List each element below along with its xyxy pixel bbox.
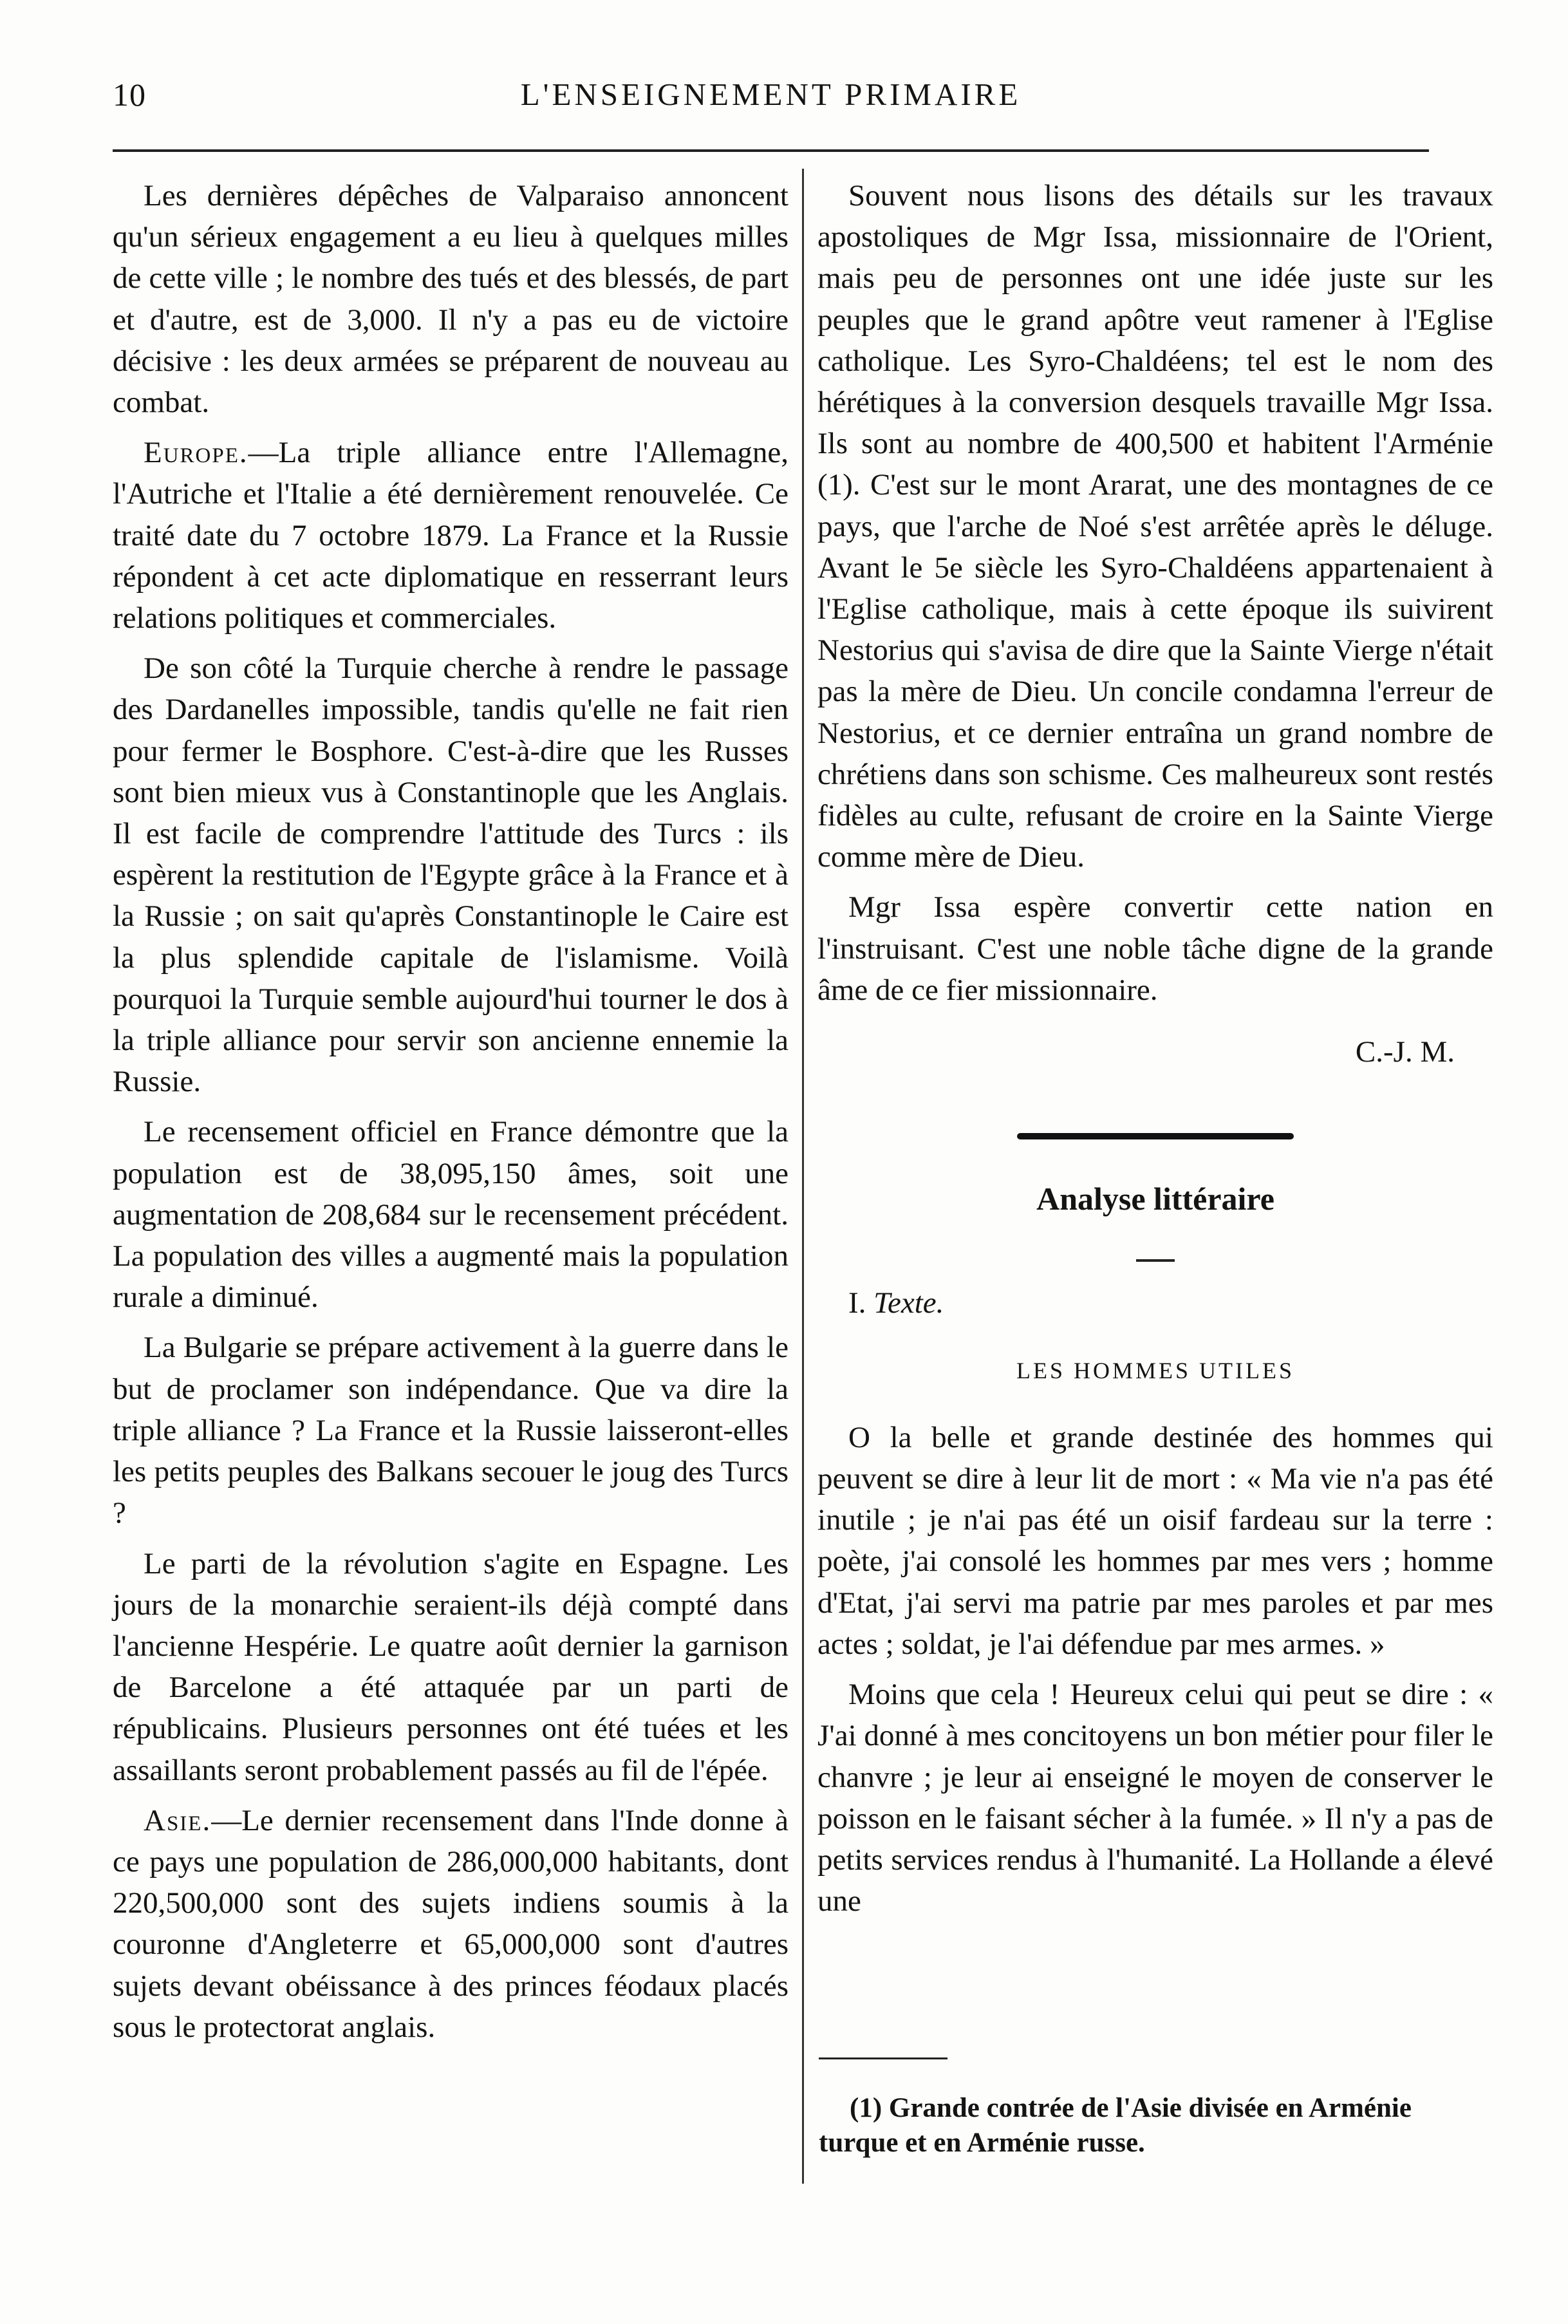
subheading-texte	[848, 1282, 1493, 1324]
header-rule	[113, 149, 1429, 152]
title-dash	[1136, 1259, 1175, 1262]
footnote-text: (1) Grande contrée de l'Asie divisée en Arménie turque et en Arménie russe.	[819, 2093, 1412, 2158]
section-lead-asie: Asie.	[144, 1803, 212, 1837]
page-header	[113, 70, 1429, 121]
paragraph-mgr-issa-conclusion: Mgr Issa espère convertir cette nation en l'instruisant. C'est une noble tâche digne de la grande âme de ce fier missionnaire.	[817, 890, 1493, 1007]
footnote-rule	[819, 2057, 947, 2059]
page-number: 10	[113, 77, 146, 113]
paragraph-europe-body: —La triple alliance entre l'Allemagne, l'Autriche et l'Italie a été dernièrement renouvelée. Ce traité date du 7 octobre 1879. La France et la Russie répondent à cet acte diplomatique en resserrant leurs relations politiques et commerciales.	[113, 436, 789, 635]
article-signature: C.-J. M.	[1355, 1035, 1455, 1069]
left-column	[113, 175, 789, 2048]
footnote	[819, 2091, 1495, 2160]
running-title: L'ENSEIGNEMENT PRIMAIRE	[520, 77, 1022, 112]
subheading-label: Texte.	[873, 1286, 944, 1320]
paragraph-destinee: O la belle et grande destinée des hommes qui peuvent se dire à leur lit de mort : « Ma vie n'a pas été inutile ; je n'ai pas été un oisif fardeau sur la terre : poète, j'ai consolé les hommes par mes vers ; homme d'Etat, j'ai servi ma patrie par mes paroles et par mes actes ; soldat, je l'ai défendue par mes armes. »	[817, 1420, 1493, 1661]
paragraph-asie	[113, 1800, 789, 2048]
paragraph-bulgarie: La Bulgarie se prépare activement à la guerre dans le but de proclamer son indépendance. Que va dire la triple alliance ? La France et la Russie laisseront-elles les petits peuples des Balkans secouer le joug des Turcs ?	[113, 1331, 789, 1530]
subheading-number: I.	[848, 1286, 866, 1320]
paragraph-mgr-issa: Souvent nous lisons des détails sur les travaux apostoliques de Mgr Issa, missionnaire de l'Orient, mais peu de personnes ont une idée juste sur les peuples que le grand apôtre veut ramener à l'Eglise catholique. Les Syro-Chaldéens; tel est le nom des hérétiques à la conversion desquels travaille Mgr Issa. Ils sont au nombre de 400,500 et habitent l'Arménie (1). C'est sur le mont Ararat, une des montagnes de ce pays, que l'arche de Noé s'est arrêtée après le déluge. Avant le 5e siècle les Syro-Chaldéens appartenaient à l'Eglise catholique, mais à cette époque ils suivirent Nestorius qui s'avisa de dire que la Sainte Vierge n'était pas la mère de Dieu. Un concile condamna l'erreur de Nestorius, et ce dernier entraîna un grand nombre de chrétiens dans son schisme. Ces malheureux sont restés fidèles au culte, refusant de croire en la Sainte Vierge comme mère de Dieu.	[817, 179, 1493, 874]
text-title: LES HOMMES UTILES	[1016, 1357, 1294, 1383]
paragraph-turquie: De son côté la Turquie cherche à rendre le passage des Dardanelles impossible, tandis qu'elle ne fait rien pour fermer le Bosphore. C'est-à-dire que les Russes sont bien mieux vus à Constantinople que les Anglais. Il est facile de comprendre l'attitude des Turcs : ils espèrent la restitution de l'Egypte grâce à la France et à la Russie ; on sait qu'après Constantinople le Caire est la plus splendide capitale de l'islamisme. Voilà pourquoi la Turquie semble aujourd'hui tourner le dos à la triple alliance pour servir son ancienne ennemie la Russie.	[113, 651, 789, 1099]
column-divider	[802, 169, 804, 2184]
paragraph-asie-body: —Le dernier recensement dans l'Inde donne à ce pays une population de 286,000,000 habitants, dont 220,500,000 sont des sujets indiens soumis à la couronne d'Angleterre et 65,000,000 sont d'autres sujets devant obéissance à des princes féodaux placés sous le protectorat anglais.	[113, 1803, 789, 2044]
paragraph-moins-que-cela: Moins que cela ! Heureux celui qui peut se dire : « J'ai donné à mes concitoyens un bon métier pour filer le chanvre ; je leur ai enseigné le moyen de conserver le poisson en le faisant sécher à la fumée. » Il n'y a pas de petits services rendus à l'humanité. La Hollande a élevé une	[817, 1678, 1493, 1918]
right-column	[817, 175, 1493, 1922]
section-lead-europe: Europe.	[144, 436, 248, 470]
paragraph-europe	[113, 432, 789, 639]
paragraph-recensement-france: Le recensement officiel en France démontre que la population est de 38,095,150 âmes, soit une augmentation de 208,684 sur le recensement précédent. La population des villes a augmenté mais la population rurale a diminué.	[113, 1115, 789, 1315]
paragraph-espagne: Le parti de la révolution s'agite en Espagne. Les jours de la monarchie seraient-ils déjà compté dans l'ancienne Hespérie. Le quatre août dernier la garnison de Barcelone a été attaquée par un parti de républicains. Plusieurs personnes ont été tuées et les assaillants seront probablement passés au fil de l'épée.	[113, 1546, 789, 1787]
ornamental-rule	[1017, 1133, 1294, 1139]
paragraph-valparaiso: Les dernières dépêches de Valparaiso annoncent qu'un sérieux engagement a eu lieu à quelques milles de cette ville ; le nombre des tués et des blessés, de part et d'autre, est de 3,000. Il n'y a pas eu de victoire décisive : les deux armées se préparent de nouveau au combat.	[113, 179, 789, 420]
section-title: Analyse littéraire	[1036, 1181, 1274, 1217]
